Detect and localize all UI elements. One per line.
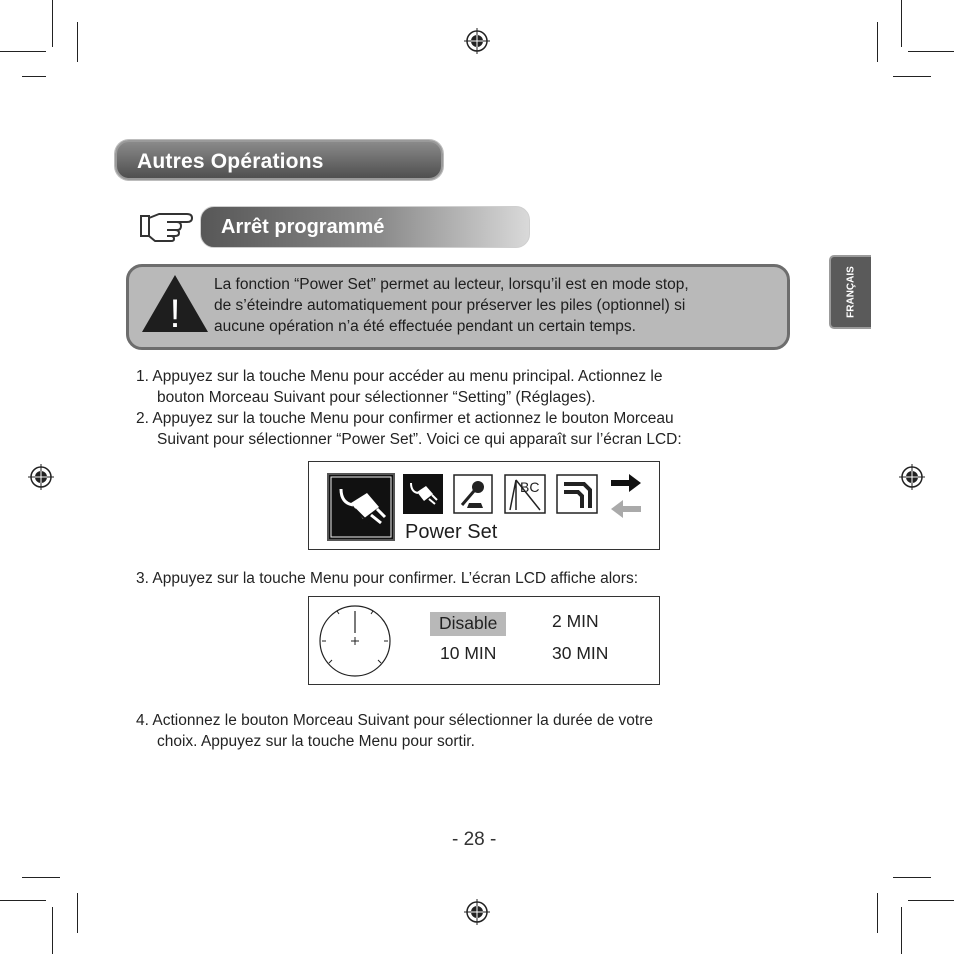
- registration-mark-icon: [28, 464, 54, 490]
- left-arrow-icon: [609, 498, 643, 520]
- warning-icon: [140, 272, 210, 334]
- pointing-hand-icon: [137, 208, 195, 244]
- warning-line: La fonction “Power Set” permet au lecteur, lorsqu’il est en mode stop,: [214, 276, 689, 293]
- step-4-line-1: 4. Actionnez le bouton Morceau Suivant pour sélectionner la durée de votre: [136, 712, 653, 729]
- option-30-min: 30 MIN: [552, 643, 609, 663]
- page-number: - 28 -: [452, 829, 497, 850]
- lcd-label-power-set: Power Set: [405, 521, 498, 543]
- microphone-icon: [453, 474, 493, 514]
- crop-mark: [901, 0, 902, 47]
- warning-text: [214, 274, 784, 337]
- clock-icon: [317, 603, 393, 679]
- abc-text: BC: [520, 479, 540, 495]
- lcd-screen-timer-options: [308, 596, 660, 685]
- registration-mark-icon: [464, 899, 490, 925]
- crop-mark: [908, 900, 954, 901]
- right-arrow-icon: [609, 472, 643, 494]
- crop-mark: [77, 22, 78, 62]
- subsection-title: Arrêt programmé: [221, 216, 385, 238]
- lcd-screen-power-set: [308, 461, 660, 550]
- crop-mark: [893, 877, 931, 878]
- crop-mark: [22, 76, 46, 77]
- section-header: [115, 140, 443, 180]
- language-tab-label: FRANÇAIS: [845, 266, 857, 318]
- crop-mark: [877, 893, 878, 933]
- step-1-line-1: 1. Appuyez sur la touche Menu pour accéder au menu principal. Actionnez le: [136, 368, 663, 385]
- registration-mark-icon: [464, 28, 490, 54]
- registration-mark-icon: [899, 464, 925, 490]
- warning-line: aucune opération n’a été effectuée pendant un certain temps.: [214, 318, 636, 335]
- warning-line: de s’éteindre automatiquement pour préserver les piles (optionnel) si: [214, 297, 686, 314]
- subsection-header: [200, 206, 530, 248]
- option-2-min: 2 MIN: [552, 611, 599, 631]
- crop-mark: [52, 0, 53, 47]
- step-2-line-1: 2. Appuyez sur la touche Menu pour confirmer et actionnez le bouton Morceau: [136, 410, 674, 427]
- crop-mark: [52, 907, 53, 954]
- power-plug-icon: [327, 473, 395, 541]
- option-disable: Disable: [430, 612, 506, 636]
- step-1-line-2: bouton Morceau Suivant pour sélectionner “Setting” (Réglages).: [157, 389, 596, 406]
- step-2-line-2: Suivant pour sélectionner “Power Set”. Voici ce qui apparaît sur l’écran LCD:: [157, 431, 682, 448]
- step-4-line-2: choix. Appuyez sur la touche Menu pour sortir.: [157, 733, 475, 750]
- section-title: Autres Opérations: [137, 150, 324, 173]
- crop-mark: [22, 877, 60, 878]
- option-10-min: 10 MIN: [440, 643, 497, 663]
- arrow-return-icon: [556, 474, 598, 514]
- crop-mark: [908, 51, 954, 52]
- crop-mark: [77, 893, 78, 933]
- warning-symbol: !: [169, 292, 181, 334]
- crop-mark: [893, 76, 931, 77]
- crop-mark: [0, 51, 46, 52]
- crop-mark: [877, 22, 878, 62]
- power-plug-icon: [403, 474, 443, 514]
- language-tab: [829, 255, 871, 329]
- step-3: 3. Appuyez sur la touche Menu pour confirmer. L’écran LCD affiche alors:: [136, 570, 639, 587]
- crop-mark: [0, 900, 46, 901]
- abc-language-icon: [504, 474, 546, 514]
- crop-mark: [901, 907, 902, 954]
